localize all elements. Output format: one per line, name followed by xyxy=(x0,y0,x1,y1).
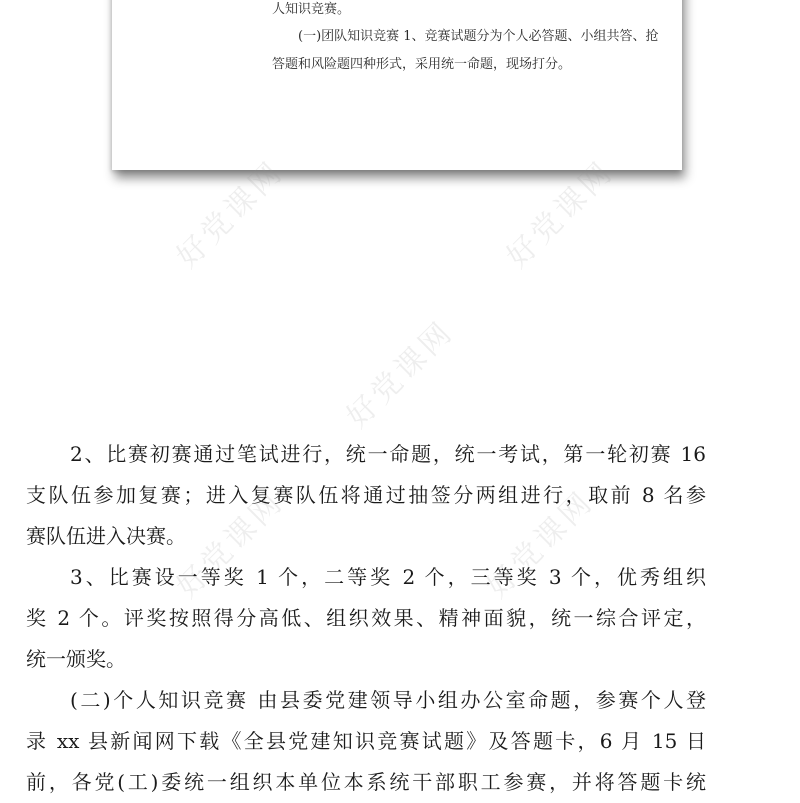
watermark: 好党课网 xyxy=(170,484,291,605)
paragraph xyxy=(26,680,706,803)
card-text-line: 人知识竞赛。 xyxy=(272,2,351,17)
card-text-line: (一)团队知识竞赛 1、竞赛试题分为个人必答题、小组共答、抢 xyxy=(298,29,659,44)
watermark: 好党课网 xyxy=(500,154,621,275)
card-text-line: 答题和风险题四种形式，采用统一命题，现场打分。 xyxy=(272,57,572,72)
paragraph xyxy=(26,557,706,680)
text-line: 支队伍参加复赛；进入复赛队伍将通过抽签分两组进行，取前 8 名参 xyxy=(26,483,706,507)
paragraph xyxy=(26,434,706,557)
watermark: 好党课网 xyxy=(340,314,461,435)
watermark: 好党课网 xyxy=(480,484,601,605)
text-line: 奖 2 个。评奖按照得分高低、组织效果、精神面貌，统一综合评定， xyxy=(26,606,706,630)
watermark: 好党课网 xyxy=(170,154,291,275)
text-line: 赛队伍进入决赛。 xyxy=(26,524,186,548)
document-preview-card xyxy=(112,0,682,170)
text-line: 统一颁奖。 xyxy=(26,647,126,671)
text-line: 前，各党(工)委统一组织本单位本系统干部职工参赛，并将答题卡统 xyxy=(26,770,706,794)
text-line: 录 xx 县新闻网下载《全县党建知识竞赛试题》及答题卡，6 月 15 日 xyxy=(26,729,706,753)
text-line: 2、比赛初赛通过笔试进行，统一命题，统一考试，第一轮初赛 16 xyxy=(70,442,706,466)
document-body xyxy=(26,434,706,803)
text-line: (二)个人知识竞赛 由县委党建领导小组办公室命题，参赛个人登 xyxy=(70,688,706,712)
text-line: 3、比赛设一等奖 1 个，二等奖 2 个，三等奖 3 个，优秀组织 xyxy=(70,565,706,589)
